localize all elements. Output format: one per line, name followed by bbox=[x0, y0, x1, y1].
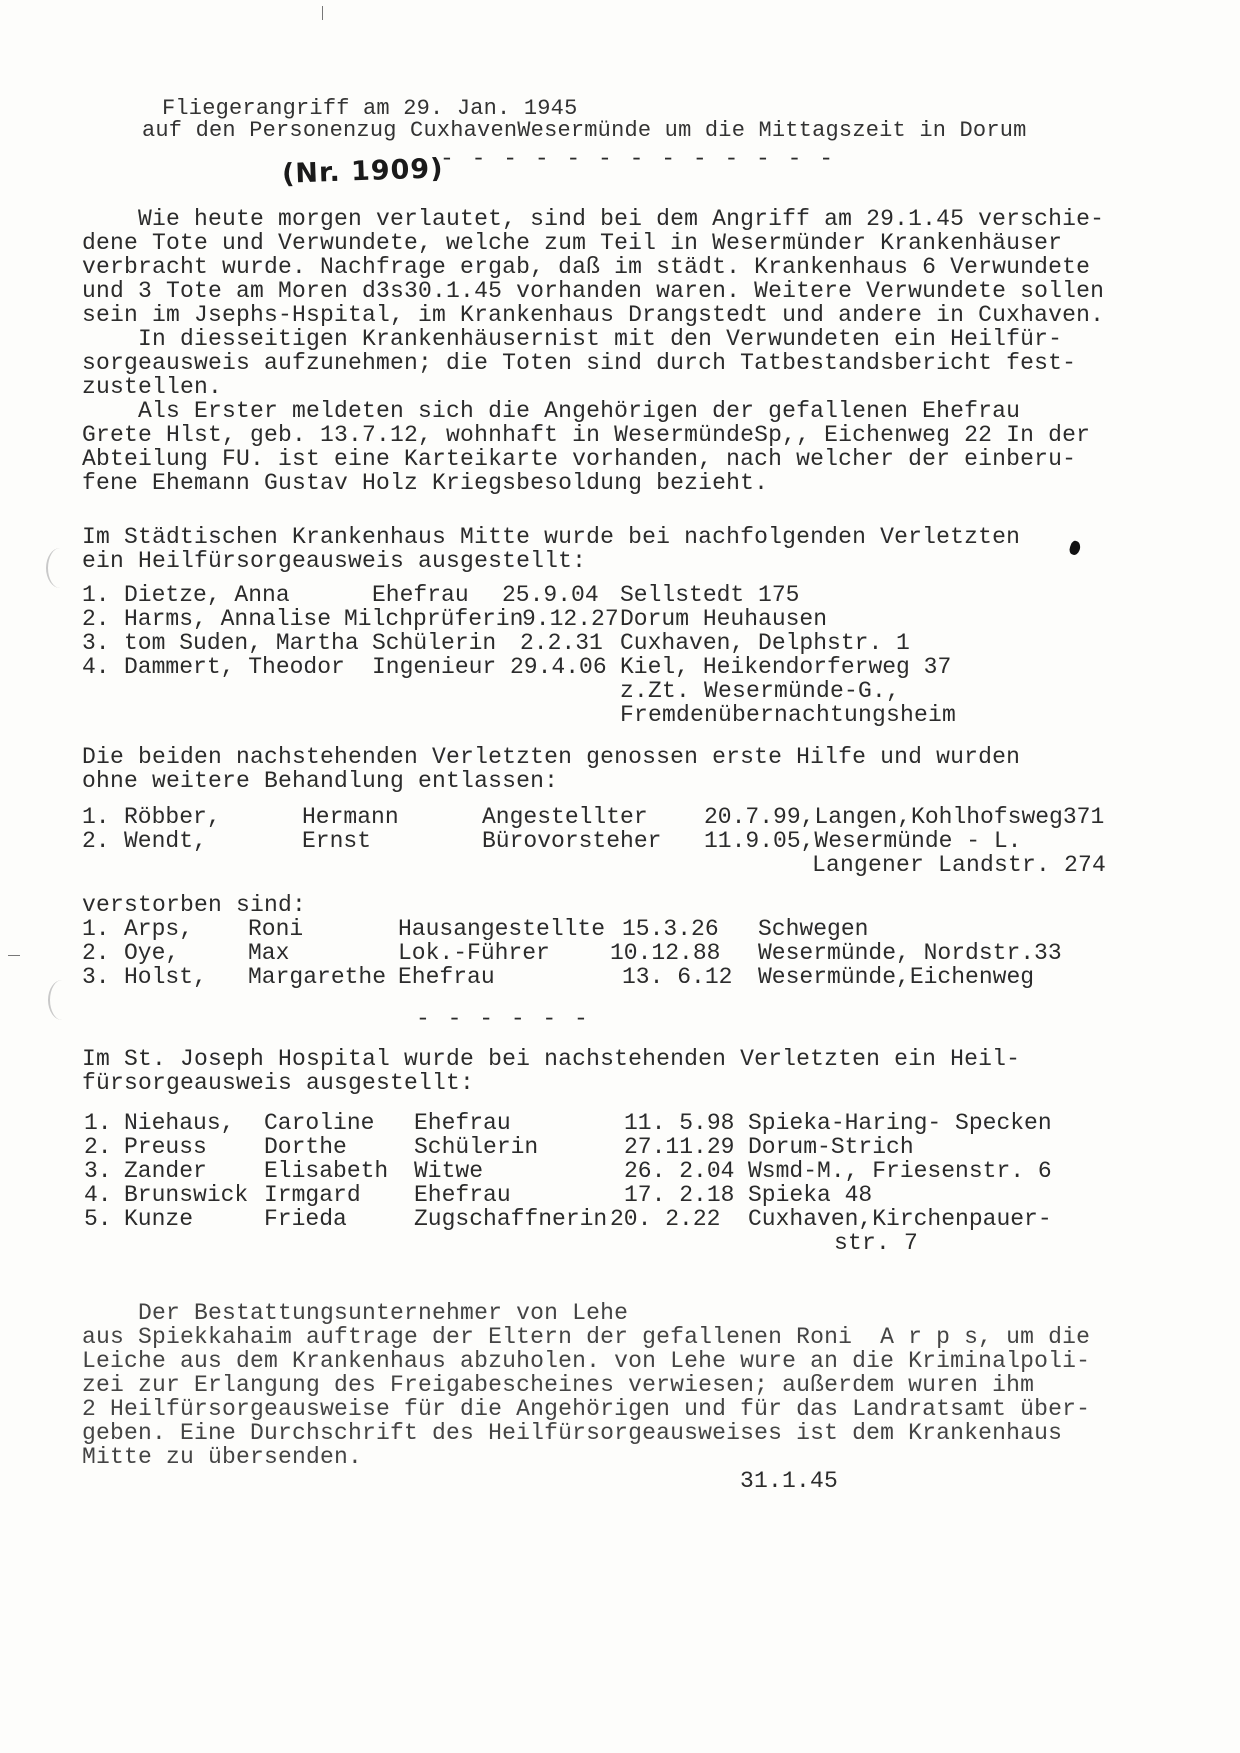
row-job: Ehefrau bbox=[398, 964, 495, 990]
row-place: Wesermünde,Eichenweg bbox=[758, 964, 1035, 990]
row-firstname: Dorthe bbox=[264, 1134, 347, 1160]
row-name: Harms, Annalise bbox=[124, 606, 332, 632]
intro-line: In diesseitigen Krankenhäusernist mit den Verwundeten ein Heilfür- bbox=[82, 326, 1063, 352]
row-date: 9.12.27 bbox=[522, 606, 619, 632]
row-number: 2. bbox=[82, 940, 110, 966]
row-firstname: Roni bbox=[248, 916, 304, 942]
row-firstname: Irmgard bbox=[264, 1182, 361, 1208]
row-number: 1. bbox=[82, 582, 110, 608]
row-place: Spieka 48 bbox=[748, 1182, 873, 1208]
row-firstname: Max bbox=[248, 940, 290, 966]
row-date: 15.3.26 bbox=[622, 916, 719, 942]
row-date: 27.11.29 bbox=[624, 1134, 735, 1160]
punch-hole-mark bbox=[48, 980, 76, 1020]
row-number: 1. bbox=[82, 916, 110, 942]
ink-spot bbox=[1068, 540, 1082, 557]
row-job: Angestellter bbox=[482, 804, 648, 830]
row-place: Wsmd-M., Friesenstr. 6 bbox=[748, 1158, 1052, 1184]
row-info: 20.7.99,Langen,Kohlhofsweg371 bbox=[704, 804, 1105, 830]
row-job: Schülerin bbox=[372, 630, 497, 656]
row-place: Sellstedt 175 bbox=[620, 582, 800, 608]
address-continuation: str. 7 bbox=[834, 1230, 919, 1256]
row-firstname: Elisabeth bbox=[264, 1158, 389, 1184]
intro-line: Wie heute morgen verlautet, sind bei dem Angriff am 29.1.45 verschie- bbox=[82, 206, 1105, 232]
row-job: Ehefrau bbox=[372, 582, 469, 608]
row-firstname: Ernst bbox=[302, 828, 372, 854]
row-firstname: Caroline bbox=[264, 1110, 375, 1136]
section4-heading: Im St. Joseph Hospital wurde bei nachstehenden Verletzten ein Heil- bbox=[82, 1046, 1021, 1072]
row-job: Milchprüferin bbox=[344, 606, 524, 632]
handwritten-reference-number: (Nr. 1909) bbox=[281, 153, 445, 190]
section1-heading: Im Städtischen Krankenhaus Mitte wurde bei nachfolgenden Verletzten bbox=[82, 524, 1021, 550]
row-surname: Oye, bbox=[124, 940, 180, 966]
row-number: 1. bbox=[82, 804, 110, 830]
row-firstname: Hermann bbox=[302, 804, 399, 830]
punch-hole-mark bbox=[46, 548, 74, 588]
row-surname: Holst, bbox=[124, 964, 207, 990]
section2-heading: ohne weitere Behandlung entlassen: bbox=[82, 768, 559, 794]
title-line-1: Fliegerangriff am 29. Jan. 1945 bbox=[162, 96, 578, 121]
intro-line: Abteilung FU. ist eine Karteikarte vorhanden, nach welcher der einberu- bbox=[82, 446, 1077, 472]
row-job: Ingenieur bbox=[372, 654, 497, 680]
row-job: Ehefrau bbox=[414, 1110, 511, 1136]
row-surname: Brunswick bbox=[124, 1182, 249, 1208]
document-date: 31.1.45 bbox=[740, 1468, 839, 1494]
section1-heading: ein Heilfürsorgeausweis ausgestellt: bbox=[82, 548, 587, 574]
row-surname: Zander bbox=[124, 1158, 207, 1184]
row-date: 29.4.06 bbox=[510, 654, 607, 680]
row-number: 3. bbox=[84, 1158, 112, 1184]
row-date: 26. 2.04 bbox=[624, 1158, 735, 1184]
row-info: 11.9.05,Wesermünde - L. bbox=[704, 828, 1022, 854]
row-firstname: Frieda bbox=[264, 1206, 347, 1232]
row-surname: Preuss bbox=[124, 1134, 207, 1160]
closing-line: zei zur Erlangung des Freigabescheines verwiesen; außerdem wuren ihm bbox=[82, 1372, 1035, 1398]
closing-line: Mitte zu übersenden. bbox=[82, 1444, 363, 1470]
row-place: Dorum-Strich bbox=[748, 1134, 914, 1160]
title-underline: - - - - - - - - - - - - - bbox=[440, 146, 836, 172]
title-line-2: auf den Personenzug CuxhavenWesermünde um die Mittagszeit in Dorum bbox=[142, 118, 1027, 143]
intro-line: dene Tote und Verwundete, welche zum Teil in Wesermünder Krankenhäuser bbox=[82, 230, 1063, 256]
row-name: tom Suden, Martha bbox=[124, 630, 359, 656]
row-place: Dorum Heuhausen bbox=[620, 606, 828, 632]
row-number: 2. bbox=[82, 828, 110, 854]
section3-heading: verstorben sind: bbox=[82, 892, 307, 918]
row-date: 17. 2.18 bbox=[624, 1182, 735, 1208]
row-job: Witwe bbox=[414, 1158, 484, 1184]
row-place: Wesermünde, Nordstr.33 bbox=[758, 940, 1062, 966]
row-job: Zugschaffnerin bbox=[414, 1206, 608, 1232]
intro-line: Als Erster meldeten sich die Angehörigen der gefallenen Ehefrau bbox=[82, 398, 1021, 424]
row-date: 13. 6.12 bbox=[622, 964, 733, 990]
row-job: Schülerin bbox=[414, 1134, 539, 1160]
row-job: Ehefrau bbox=[414, 1182, 511, 1208]
row-job: Lok.-Führer bbox=[398, 940, 550, 966]
row-surname: Kunze bbox=[124, 1206, 194, 1232]
row-place: Spieka-Haring- Specken bbox=[748, 1110, 1052, 1136]
intro-line: verbracht wurde. Nachfrage ergab, daß im städt. Krankenhaus 6 Verwundete bbox=[82, 254, 1091, 280]
row-place: Cuxhaven, Delphstr. 1 bbox=[620, 630, 910, 656]
row-number: 5. bbox=[84, 1206, 112, 1232]
row-name: Dammert, Theodor bbox=[124, 654, 345, 680]
row-surname: Niehaus, bbox=[124, 1110, 235, 1136]
margin-tick bbox=[322, 6, 323, 20]
row-number: 3. bbox=[82, 630, 110, 656]
address-continuation: Fremdenübernachtungsheim bbox=[620, 702, 957, 728]
closing-line: 2 Heilfürsorgeausweise für die Angehörigen und für das Landratsamt über- bbox=[82, 1396, 1091, 1422]
section4-heading: fürsorgeausweis ausgestellt: bbox=[82, 1070, 475, 1096]
section-separator: - - - - - - bbox=[416, 1006, 590, 1032]
row-date: 10.12.88 bbox=[610, 940, 721, 966]
margin-tick bbox=[8, 955, 20, 956]
address-continuation: z.Zt. Wesermünde-G., bbox=[620, 678, 901, 704]
row-place: Schwegen bbox=[758, 916, 869, 942]
closing-line: geben. Eine Durchschrift des Heilfürsorgeausweises ist dem Krankenhaus bbox=[82, 1420, 1063, 1446]
row-job: Bürovorsteher bbox=[482, 828, 662, 854]
intro-line: sein im Jsephs-Hspital, im Krankenhaus Drangstedt und andere in Cuxhaven. bbox=[82, 302, 1105, 328]
address-continuation: Langener Landstr. 274 bbox=[812, 852, 1107, 878]
closing-line: Der Bestattungsunternehmer von Lehe bbox=[82, 1300, 629, 1326]
row-date: 2.2.31 bbox=[520, 630, 603, 656]
row-number: 3. bbox=[82, 964, 110, 990]
intro-line: zustellen. bbox=[82, 374, 223, 400]
row-number: 2. bbox=[82, 606, 110, 632]
intro-line: und 3 Tote am Moren d3s30.1.45 vorhanden waren. Weitere Verwundete sollen bbox=[82, 278, 1105, 304]
row-surname: Röbber, bbox=[124, 804, 221, 830]
row-firstname: Margarethe bbox=[248, 964, 387, 990]
row-date: 11. 5.98 bbox=[624, 1110, 735, 1136]
row-date: 25.9.04 bbox=[502, 582, 599, 608]
intro-line: sorgeausweis aufzunehmen; die Toten sind durch Tatbestandsbericht fest- bbox=[82, 350, 1077, 376]
row-surname: Wendt, bbox=[124, 828, 207, 854]
row-name: Dietze, Anna bbox=[124, 582, 290, 608]
row-surname: Arps, bbox=[124, 916, 194, 942]
section2-heading: Die beiden nachstehenden Verletzten genossen erste Hilfe und wurden bbox=[82, 744, 1021, 770]
row-job: Hausangestellte bbox=[398, 916, 606, 942]
row-number: 4. bbox=[82, 654, 110, 680]
row-date: 20. 2.22 bbox=[610, 1206, 721, 1232]
intro-line: Grete Hlst, geb. 13.7.12, wohnhaft in WesermündeSp,, Eichenweg 22 In der bbox=[82, 422, 1091, 448]
intro-line: fene Ehemann Gustav Holz Kriegsbesoldung bezieht. bbox=[82, 470, 769, 496]
closing-line: Leiche aus dem Krankenhaus abzuholen. von Lehe wure an die Kriminalpoli- bbox=[82, 1348, 1091, 1374]
row-place: Kiel, Heikendorferweg 37 bbox=[620, 654, 952, 680]
row-place: Cuxhaven,Kirchenpauer- bbox=[748, 1206, 1052, 1232]
closing-line: aus Spiekkahaim auftrage der Eltern der gefallenen Roni A r p s, um die bbox=[82, 1324, 1091, 1350]
row-number: 4. bbox=[84, 1182, 112, 1208]
row-number: 2. bbox=[84, 1134, 112, 1160]
row-number: 1. bbox=[84, 1110, 112, 1136]
